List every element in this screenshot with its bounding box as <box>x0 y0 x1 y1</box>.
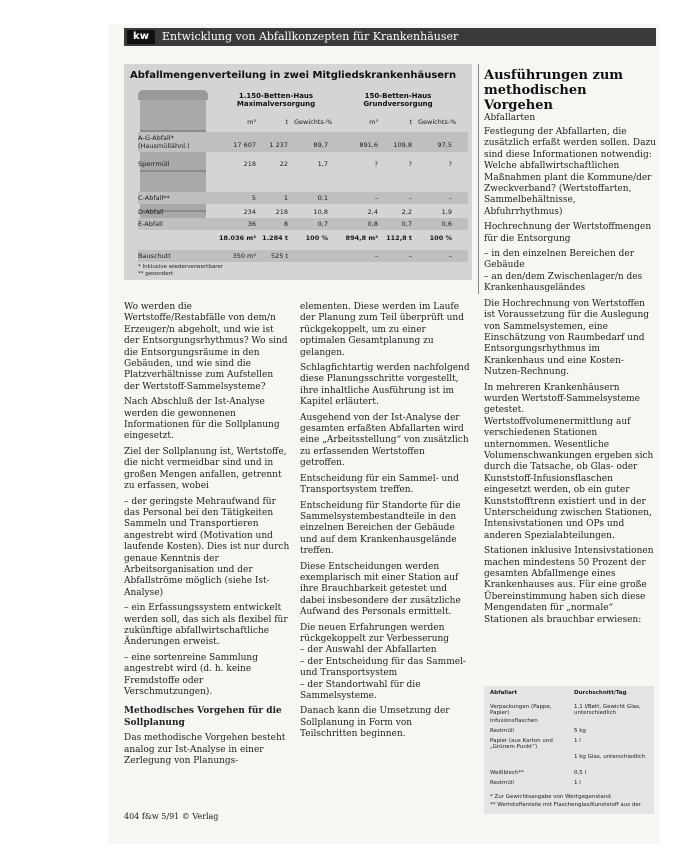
table-cell: ? <box>448 160 452 168</box>
table-cell: 1,9 <box>441 208 452 216</box>
paragraph: Die neuen Erfahrungen werden rückgekoppelt zur Verbesserung <box>300 622 450 644</box>
table-row <box>138 218 468 230</box>
table-cell: 1,7 <box>317 160 328 168</box>
unit-head: Gewichts-% <box>418 118 457 126</box>
table-cell: 22 <box>279 160 288 168</box>
table-cell: 218 <box>275 208 288 216</box>
table-header <box>490 690 648 696</box>
table-row <box>490 718 648 724</box>
unit-head: Gewichts-% <box>294 118 333 126</box>
paragraph: Nach Abschluß der Ist-Analyse werden die gewonnenen Informationen für die Sollplanung eingesetzt. <box>124 397 280 442</box>
table-row <box>490 780 648 786</box>
paragraph: Entscheidung für Standorte für die Sammelsystembestandteile in den einzelnen Bereichen der Gebäude und auf dem Krankenhausgelände treffen. <box>300 500 461 557</box>
table-row <box>138 250 468 262</box>
list-item: – der geringste Mehraufwand für das Personal bei den Tätigkeiten Sammeln und Transportieren angestrebt wird (Motivation und laufende Kosten). Dies ist nur durch genaue Kenntnis der Arbeitsorganisation und der Abfallströme möglich (siehe Ist-Analyse) <box>124 496 290 598</box>
paragraph: Stationen inklusive Intensivstationen machen mindestens 50 Prozent der gesamten Abfallmenge eines Krankenhauses aus. Für eine große Übereinstimmung haben sich diese Mengendaten für „normale“ Stationen als brauchbar erwiesen: <box>484 546 654 625</box>
unit-head: t <box>285 118 288 126</box>
table-note: * Zur Gewichtsangabe von Wertgegenstand <box>490 794 611 800</box>
table-cell: 18.036 m³ <box>219 234 256 242</box>
paragraph: elementen. Diese werden im Laufe der Planung zum Teil überprüft und rückgekoppelt, um zu einer optimalen Gesamtplanung zu gelangen. <box>300 302 464 358</box>
column-divider <box>478 64 479 294</box>
table-cell: 0,8 <box>367 220 378 228</box>
unit-head: m³ <box>369 118 378 126</box>
table-cell: – <box>374 194 378 202</box>
list-item: – in den einzelnen Bereichen der Gebäude <box>484 249 635 271</box>
table-row <box>138 132 468 152</box>
list-item: – an den/dem Zwischenlager/n des Krankenhausgeländes <box>484 271 643 294</box>
table-cell: 0,1 <box>317 194 328 202</box>
table-cell: 525 t <box>270 252 288 260</box>
table-cell: 36 <box>247 220 256 228</box>
row-label: A-G-Abfall* (Hausmüllähnl.) <box>138 134 190 150</box>
table-cell: Verpackungen (Pappe, Papier) <box>490 704 552 716</box>
chart-note: * Inklusive wiederverwertbarer <box>138 264 223 270</box>
table-cell: 109,8 <box>393 141 412 149</box>
header-title: Entwicklung von Abfallkonzepten für Krankenhäuser <box>162 30 459 43</box>
table-cell: – <box>448 194 452 202</box>
chart-notes <box>138 264 223 278</box>
table-cell: 5 <box>251 194 256 202</box>
table-cell: 17 607 <box>233 141 256 149</box>
table-cell: Weißblech** <box>490 770 524 776</box>
table-row <box>138 192 468 204</box>
table-row <box>490 738 648 750</box>
total-row <box>138 232 468 244</box>
paragraph: Festlegung der Abfallarten, die zusätzlich erfaßt werden sollen. Dazu sind diese Informationen notwendig: Welche abfallwirtschaftlichen Maßnahmen plant die Kommune/der Zweckverband? (Wertstoffarten, Sammelbehältnisse, Abfuhrrhythmus) <box>484 127 656 217</box>
list-item: – der Entscheidung für das Sammel- und Transportsystem <box>300 656 466 679</box>
table-cell: 234 <box>243 208 256 216</box>
journal-logo: kw <box>127 30 155 44</box>
table-cell: ? <box>374 160 378 168</box>
table-cell: 0,6 <box>441 220 452 228</box>
table-cell: 1.284 t <box>262 234 288 242</box>
table-cell: 891,6 <box>359 141 378 149</box>
table-head-cell: Durchschnitt/Tag <box>574 690 627 696</box>
row-label: Sperrmüll <box>138 160 170 168</box>
section-heading: Ausführungen zum methodischen Vorgehen <box>484 68 624 113</box>
middle-column <box>300 302 470 745</box>
table-cell: 1 kg Glas, unterschiedlich <box>574 754 646 760</box>
table-row <box>138 206 468 218</box>
table-cell: Infusionsflaschen <box>490 718 538 724</box>
unit-head-row <box>138 116 468 128</box>
group-2-head: 150-Betten-Haus Grundversorgung <box>363 92 433 108</box>
table-cell: 100 % <box>305 234 328 242</box>
paragraph: Danach kann die Umsetzung der Sollplanung in Form von Teilschritten beginnen. <box>300 706 450 740</box>
table-cell: 97,5 <box>437 141 452 149</box>
section-subheading: Abfallarten <box>484 113 536 123</box>
table-cell: – <box>408 252 412 260</box>
unit-head: m³ <box>247 118 256 126</box>
paragraph: Hochrechnung der Wertstoffmengen für die Entsorgung <box>484 222 652 244</box>
table-cell: – <box>408 194 412 202</box>
table-head-cell: Abfallart <box>490 690 518 696</box>
row-label: E-Abfall <box>138 220 163 228</box>
chart-note: ** gesondert <box>138 271 174 277</box>
table-cell: 1 l <box>574 738 581 744</box>
table-cell: 100 % <box>429 234 452 242</box>
data-table <box>484 686 654 814</box>
table-cell: 1 <box>283 194 288 202</box>
chart-title: Abfallmengenverteilung in zwei Mitgliedskrankenhäusern <box>130 70 457 81</box>
table-note: ** Wertstoffanteile mit Flaschenglas/Kunststoff aus der <box>490 802 641 808</box>
row-label: C-Abfall** <box>138 194 170 202</box>
group-1-head: 1.150-Betten-Haus Maximalversorgung <box>236 92 316 108</box>
paragraph: Entscheidung für ein Sammel- und Transportsystem treffen. <box>300 473 459 496</box>
table-row <box>490 770 648 776</box>
row-label: D-Abfall <box>138 208 164 216</box>
paragraph: Die Hochrechnung von Wertstoffen ist Voraussetzung für die Auslegung von Sammelsystemen, eine Einschätzung von Raumbedarf und Entsorgungsrhythmus im Krankenhaus und eine Kosten-Nutzen-Rechnung. <box>484 298 650 378</box>
table-cell: 2,4 <box>367 208 378 216</box>
table-cell: Restmüll <box>490 780 514 786</box>
table-cell: Papier (aus Karton und „Grünem Punkt“) <box>490 738 553 750</box>
table-cell: – <box>374 252 378 260</box>
list-item: – der Standortwahl für die Sammelsysteme. <box>300 679 421 701</box>
table-cell: 2,2 <box>401 208 412 216</box>
paragraph: Ausgehend von der Ist-Analyse der gesamten erfaßten Abfallarten wird eine „Arbeitsstellung“ von zusätzlich zu erfassenden Wertstoffen getroffen. <box>300 412 469 469</box>
table-cell: 894,8 m³ <box>345 234 378 242</box>
table-cell: 218 <box>243 160 256 168</box>
list-item: – eine sortenreine Sammlung angestrebt wird (d. h. keine Fremdstoffe oder Verschmutzungen). <box>124 652 258 697</box>
row-label: Bauschutt <box>138 252 171 260</box>
unit-head: t <box>409 118 412 126</box>
table-cell: 10,8 <box>313 208 328 216</box>
table-row <box>138 158 468 186</box>
table-cell: 112,8 t <box>386 234 412 242</box>
table-cell: 8 <box>283 220 288 228</box>
table-cell: 0,7 <box>317 220 328 228</box>
table-cell: 1 237 <box>269 141 288 149</box>
paragraph: Ziel der Sollplanung ist, Wertstoffe, die nicht vermeidbar sind und in großen Mengen anfallen, getrennt zu erfassen, wobei <box>124 446 287 492</box>
table-cell: 0,5 l <box>574 770 587 776</box>
table-cell: 89,7 <box>313 141 328 149</box>
list-item: – der Auswahl der Abfallarten <box>300 645 437 656</box>
left-column <box>124 302 290 771</box>
table-cell: 5 kg <box>574 728 586 734</box>
paragraph: Wo werden die Wertstoffe/Restabfälle von dem/n Erzeuger/n abgeholt, und wie ist der Entsorgungsrhythmus? Wo sind die Entsorgungsräume in den Gebäuden, und wie sind die Platzverhältnisse zum Aufstellen der Wertstoff-Sammelsysteme? <box>124 302 288 392</box>
paragraph: Schlagfichtartig werden nachfolgend diese Planungsschritte vorgestellt, ihre inhaltliche Ausführung ist im Kapitel erläutert. <box>300 363 470 408</box>
table-cell: ? <box>408 160 412 168</box>
page-footer: 404 f&w 5/91 © Verlag <box>124 812 219 821</box>
table-cell: 350 m³ <box>232 252 256 260</box>
right-column <box>484 68 656 630</box>
table-row <box>490 704 648 716</box>
list-item: – ein Erfassungssystem entwickelt werden soll, das sich als flexibel für zukünftige abfallwirtschaftliche Änderungen erweist. <box>124 603 288 648</box>
subsection-heading: Methodisches Vorgehen für die Sollplanung <box>124 706 282 728</box>
table-cell: 1,1 l/Bett, Gewicht Glas, unterschiedlich <box>574 704 641 716</box>
paragraph: In mehreren Krankenhäusern wurden Wertstoff-Sammelsysteme getestet. Wertstoffvolumenermittlung auf verschiedenen Stationen unternommen. Wesentliche Volumenschwankungen ergeben sich durch die Tatsache, ob Glas- oder Kunststoff-Infusionsflaschen eingesetzt werden, ob ein guter Kunststofftrenn existiert und in der Unterscheidung zwischen Stationen, Intensivstationen und OPs und anderen Spezialabteilungen. <box>484 382 654 541</box>
waste-bin-lid-icon <box>138 90 208 100</box>
paragraph: Das methodische Vorgehen besteht analog zur Ist-Analyse in einer Zerlegung von Planungs- <box>124 733 286 767</box>
table-cell: – <box>448 252 452 260</box>
table-cell: Restmüll <box>490 728 514 734</box>
table-cell: 0,7 <box>401 220 412 228</box>
table-row <box>490 728 648 734</box>
paragraph: Diese Entscheidungen werden exemplarisch mit einer Station auf ihre Brauchbarkeit getestet und dabei insbesondere der zusätzliche Aufwand des Personals ermittelt. <box>300 561 461 618</box>
table-cell: 1 l <box>574 780 581 786</box>
